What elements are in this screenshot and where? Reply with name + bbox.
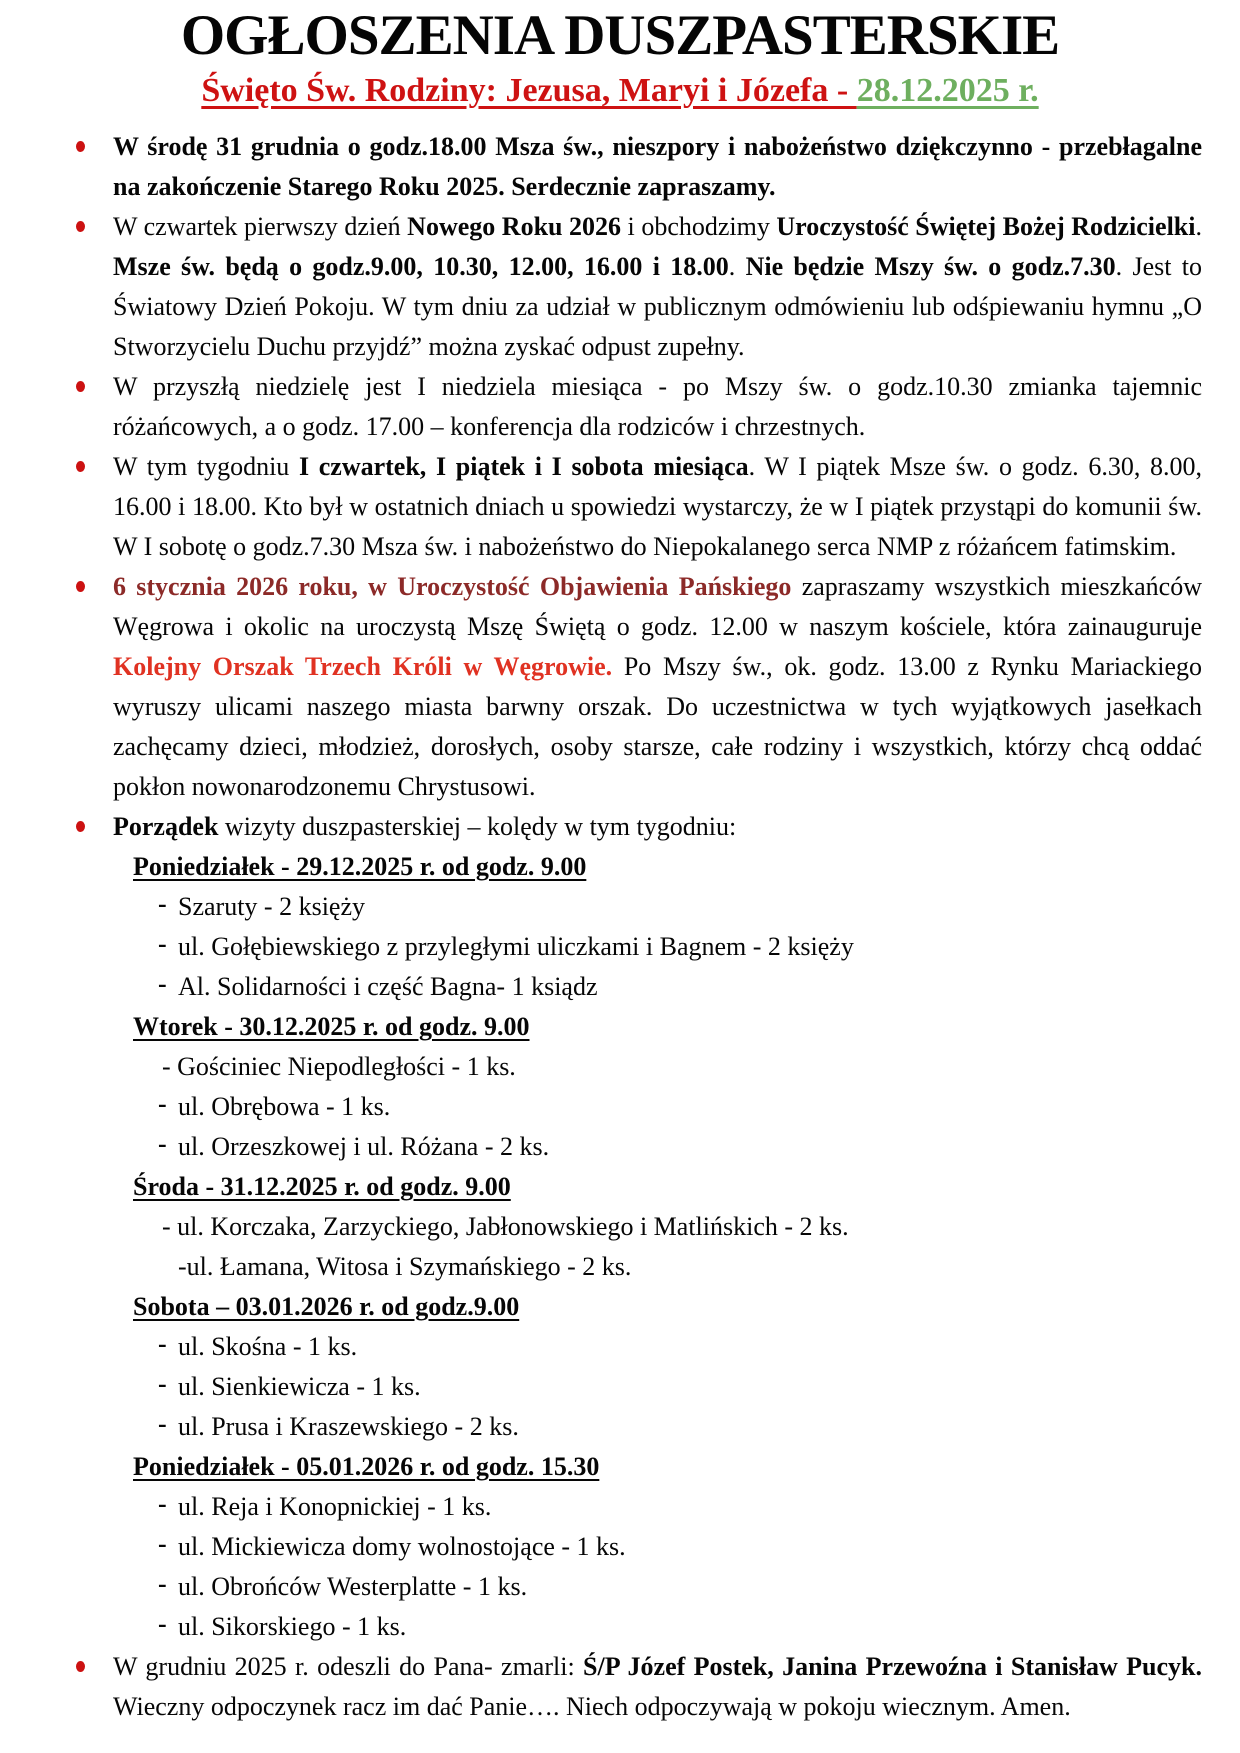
bullet-item [0,207,1240,367]
bullet-item [0,447,1240,567]
schedule-item [113,1367,1202,1407]
schedule-item-text: ul. Mickiewicza domy wolnostojące - 1 ks. [178,1532,626,1561]
bullet-item [0,807,1240,1647]
text-segment: Po Mszy św., ok. godz. 13.00 z Rynku Mariackiego wyruszy ulicami naszego miasta barwny orszak. Do uczestnictwa w tych wyjątkowych jasełkach zachęcamy dzieci, młodzież, dorosłych, osoby starsze, całe rodziny i wszystkich, którzy chcą oddać pokłon nowonarodzonemu Chrystusowi. [113,652,1202,801]
text-segment: . [1195,212,1202,241]
bullet-dot-icon [76,1661,85,1672]
text-segment: . W I piątek Msze św. o godz. 6.30, 8.00, 16.00 i 18.00. Kto był w ostatnich dniach u spowiedzi wystarczy, że w I piątek przystąpi do komunii św. W I sobotę o godz.7.30 Msza św. i nabożeństwo do Niepokalanego serca NMP z różańcem fatimskim. [113,452,1203,561]
bullet-item [0,367,1240,447]
schedule-item-text: ul. Sienkiewicza - 1 ks. [178,1372,421,1401]
schedule-item [113,887,1202,927]
text-segment: wizyty duszpasterskiej – kolędy w tym tygodniu: [218,812,737,841]
schedule-item [113,1207,1202,1247]
text-segment: Ś/P Józef Postek, Janina Przewoźna i Stanisław Pucyk. [583,1652,1203,1681]
bullet-paragraph [113,367,1202,447]
text-segment: . [728,252,746,281]
schedule-item-text: -ul. Łamana, Witosa i Szymańskiego - 2 ks. [178,1252,632,1281]
dash-icon: - [158,1409,167,1438]
text-segment: Porządek [113,812,219,841]
text-segment: Wieczny odpoczynek racz im dać Panie…. Niech odpoczywają w pokoju wiecznym. Amen. [113,1692,1071,1721]
text-segment: Nowego Roku 2026 [407,212,622,241]
dash-icon: - [158,1489,167,1518]
schedule-item-text: Al. Solidarności i część Bagna- 1 ksiądz [178,972,598,1001]
schedule-item-text: ul. Reja i Konopnickiej - 1 ks. [178,1492,492,1521]
bullet-dot-icon [76,821,85,832]
text-segment: . Jest to Światowy Dzień Pokoju. W tym dniu za udział w publicznym odmówieniu lub odśpiewaniu hymnu „O Stworzycielu Duchu przyjdź” można zyskać odpust zupełny. [113,252,1203,361]
schedule-item [113,1527,1202,1567]
bullet-item [0,567,1240,807]
announcements-list [0,127,1240,1727]
text-segment: Nie będzie Mszy św. o godz.7.30 [745,252,1116,281]
bullet-paragraph [113,207,1202,367]
schedule-item [113,1487,1202,1527]
day-heading: Sobota – 03.01.2026 r. od godz.9.00 [133,1292,520,1321]
bullet-paragraph [113,567,1202,807]
day-heading: Poniedziałek - 05.01.2026 r. od godz. 15.30 [133,1452,600,1481]
text-segment: 6 stycznia 2026 roku, w Uroczystość Objawienia Pańskiego [113,572,792,601]
text-segment: Uroczystość Świętej Bożej Rodzicielki [776,212,1196,241]
schedule-item-text: - Gościniec Niepodległości - 1 ks. [162,1052,516,1081]
bullet-paragraph [113,447,1202,567]
subtitle-date: 28.12.2025 r. [856,72,1039,109]
subtitle-feast-name: Święto Św. Rodziny: Jezusa, Maryi i Józefa - [201,72,857,109]
bullet-item [0,127,1240,207]
day-heading: Wtorek - 30.12.2025 r. od godz. 9.00 [133,1012,530,1041]
schedule-item [113,1407,1202,1447]
text-segment: W tym tygodniu [113,452,299,481]
dash-icon: - [158,1369,167,1398]
dash-icon: - [158,1329,167,1358]
text-segment: Msze św. będą o godz.9.00, 10.30, 12.00, 16.00 i 18.00 [113,252,729,281]
text-segment: W grudniu 2025 r. odeszli do Pana- zmarli: [113,1652,584,1681]
dash-icon: - [158,929,167,958]
schedule-item [113,1247,1202,1287]
schedule-item-text: ul. Sikorskiego - 1 ks. [178,1612,407,1641]
schedule-item-text: ul. Gołębiewskiego z przyległymi uliczkami i Bagnem - 2 księży [178,932,854,961]
page-title: OGŁOSZENIA DUSZPASTERSKIE [180,4,1060,67]
bullet-paragraph [113,127,1202,207]
bullet-dot-icon [76,381,85,392]
schedule-item-text: - ul. Korczaka, Zarzyckiego, Jabłonowskiego i Matlińskich - 2 ks. [162,1212,849,1241]
schedule-item-text: ul. Orzeszkowej i ul. Różana - 2 ks. [178,1132,550,1161]
dash-icon: - [158,1529,167,1558]
dash-icon: - [158,1609,167,1638]
schedule-item-text: ul. Obrońców Westerplatte - 1 ks. [178,1572,528,1601]
page-subtitle [0,71,1240,111]
schedule-item [113,927,1202,967]
text-segment: W środę 31 grudnia o godz.18.00 Msza św., nieszpory i nabożeństwo dziękczynno - przebłagalne na zakończenie Starego Roku 2025. Serdecznie zapraszamy. [113,132,1202,201]
day-heading: Poniedziałek - 29.12.2025 r. od godz. 9.00 [133,852,587,881]
dash-icon: - [158,889,167,918]
text-segment: i obchodzimy [621,212,777,241]
bullet-paragraph [113,807,1202,847]
bullet-dot-icon [76,141,85,152]
schedule-item [113,1567,1202,1607]
schedule-item [113,967,1202,1007]
dash-icon: - [158,1129,167,1158]
schedule-item-text: Szaruty - 2 księży [178,892,366,921]
schedule-item [113,1327,1202,1367]
text-segment: I czwartek, I piątek i I sobota miesiąca [298,452,749,481]
schedule-item-text: ul. Skośna - 1 ks. [178,1332,358,1361]
schedule-item [113,1127,1202,1167]
schedule-item [113,1607,1202,1647]
schedule-item-text: ul. Prusa i Kraszewskiego - 2 ks. [178,1412,519,1441]
bullet-item [0,1647,1240,1727]
text-segment: W przyszłą niedzielę jest I niedziela miesiąca - po Mszy św. o godz.10.30 zmianka tajemnic różańcowych, a o godz. 17.00 – konferencja dla rodziców i chrzestnych. [113,372,1202,441]
dash-icon: - [158,1089,167,1118]
bullet-dot-icon [76,581,85,592]
dash-icon: - [158,969,167,998]
day-heading: Środa - 31.12.2025 r. od godz. 9.00 [133,1172,511,1201]
bullet-paragraph [113,1647,1202,1727]
schedule-item-text: ul. Obrębowa - 1 ks. [178,1092,391,1121]
bullet-dot-icon [76,221,85,232]
koleda-schedule [113,847,1202,1647]
text-segment: zapraszamy wszystkich mieszkańców Węgrowa i okolic na uroczystą Mszę Świętą o godz. 12.00 w naszym kościele, która zainauguruje [113,572,1202,641]
text-segment: Kolejny Orszak Trzech Króli w Węgrowie. [113,652,613,681]
bullet-dot-icon [76,461,85,472]
dash-icon: - [158,1569,167,1598]
schedule-item [113,1047,1202,1087]
text-segment: W czwartek pierwszy dzień [113,212,408,241]
schedule-item [113,1087,1202,1127]
